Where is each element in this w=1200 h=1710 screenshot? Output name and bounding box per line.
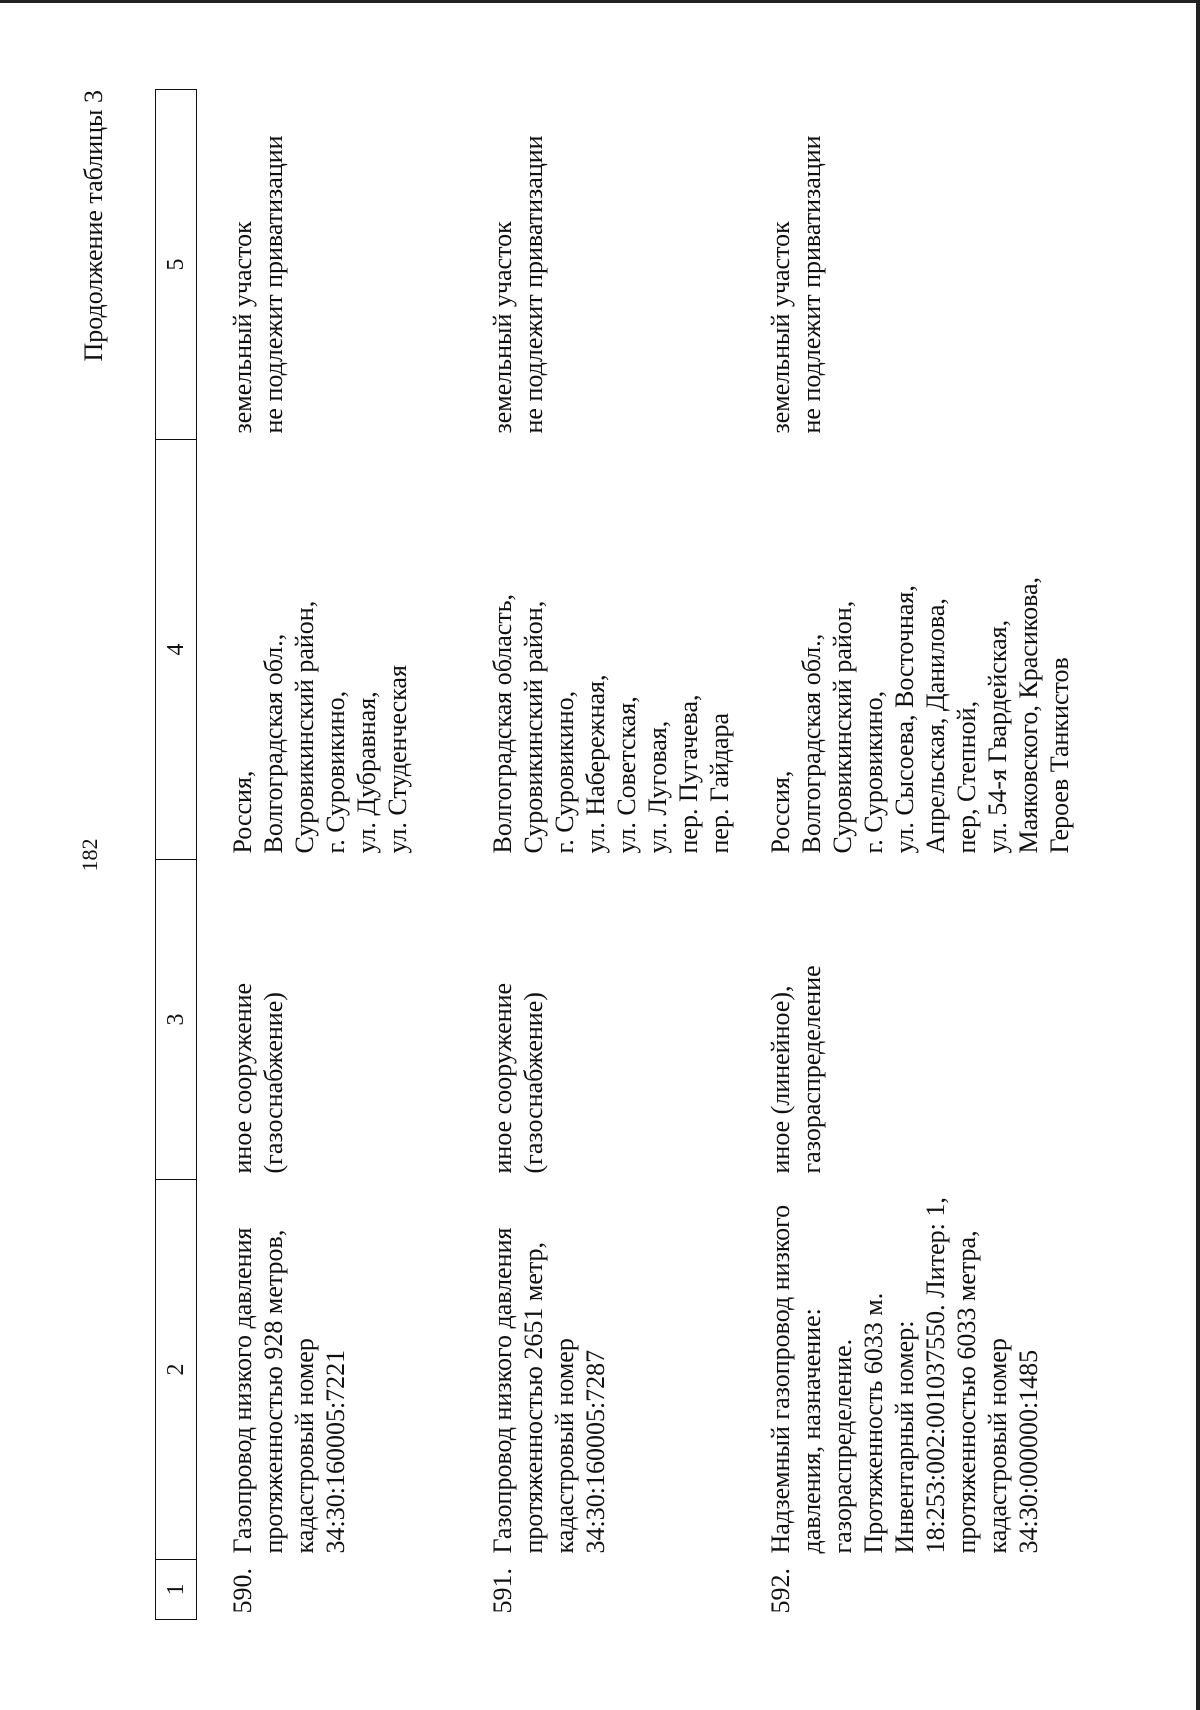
- header-col-4: 4: [156, 440, 197, 860]
- continuation-title: Продолжение таблицы 3: [79, 90, 108, 362]
- table-row: [735, 90, 1085, 1620]
- object-address: Россия, Волгоградская обл., Суровикинский район, г. Суровикино, ул. Дубравная, ул. Студенческая: [228, 600, 412, 854]
- object-name: Надземный газопровод низкого давления, назначение: газораспределение. Протяженность 6033 м. Инвентарный номер: 18:253:002:001037550. Литер: 1, протяженностью 6033 метра, кадастровый номер 34:30:000000:1485: [766, 1197, 1043, 1554]
- object-type: иное сооружение (газоснабжение): [228, 982, 288, 1174]
- header-col-2: 2: [156, 1180, 197, 1560]
- object-name: Газопровод низкого давления протяженностью 2651 метр, кадастровый номер 34:30:160005:7287: [488, 1227, 610, 1554]
- object-name: Газопровод низкого давления протяженностью 928 метров, кадастровый номер 34:30:160005:7221: [228, 1227, 350, 1554]
- header-col-5: 5: [156, 90, 197, 440]
- property-table: [155, 89, 1085, 1620]
- header-col-3: 3: [156, 860, 197, 1180]
- rotated-page: [77, 90, 1125, 1620]
- row-number: 591.: [488, 1568, 517, 1614]
- row-number: 592.: [766, 1568, 795, 1614]
- table-row: [197, 90, 458, 1620]
- table-header-row: [156, 90, 197, 1620]
- page-number: 182: [77, 838, 102, 872]
- object-address: Россия, Волгоградская обл., Суровикинский район, г. Суровикино, ул. Сысоева, Восточная, Апрельская, Данилова, пер, Степной, ул. 54-я Гвардейская, Маяковского, Красикова, Героев Танкистов: [766, 576, 1074, 854]
- header-col-1: 1: [156, 1560, 197, 1620]
- object-note: земельный участок не подлежит приватизации: [488, 135, 548, 434]
- object-note: земельный участок не подлежит приватизации: [228, 135, 288, 434]
- table-row: [457, 90, 735, 1620]
- row-number: 590.: [228, 1568, 257, 1614]
- object-address: Волгоградская область, Суровикинский район, г. Суровикино, ул. Набережная, ул. Советская, ул. Луговая, пер. Пугачева, пер. Гайдара: [488, 593, 734, 854]
- object-type: иное сооружение (газоснабжение): [488, 982, 548, 1174]
- scan-edge-top: [0, 0, 1200, 3]
- object-note: земельный участок не подлежит приватизации: [766, 135, 826, 434]
- object-type: иное (линейное), газораспределение: [766, 965, 826, 1174]
- scan-edge-right: [1196, 0, 1200, 1710]
